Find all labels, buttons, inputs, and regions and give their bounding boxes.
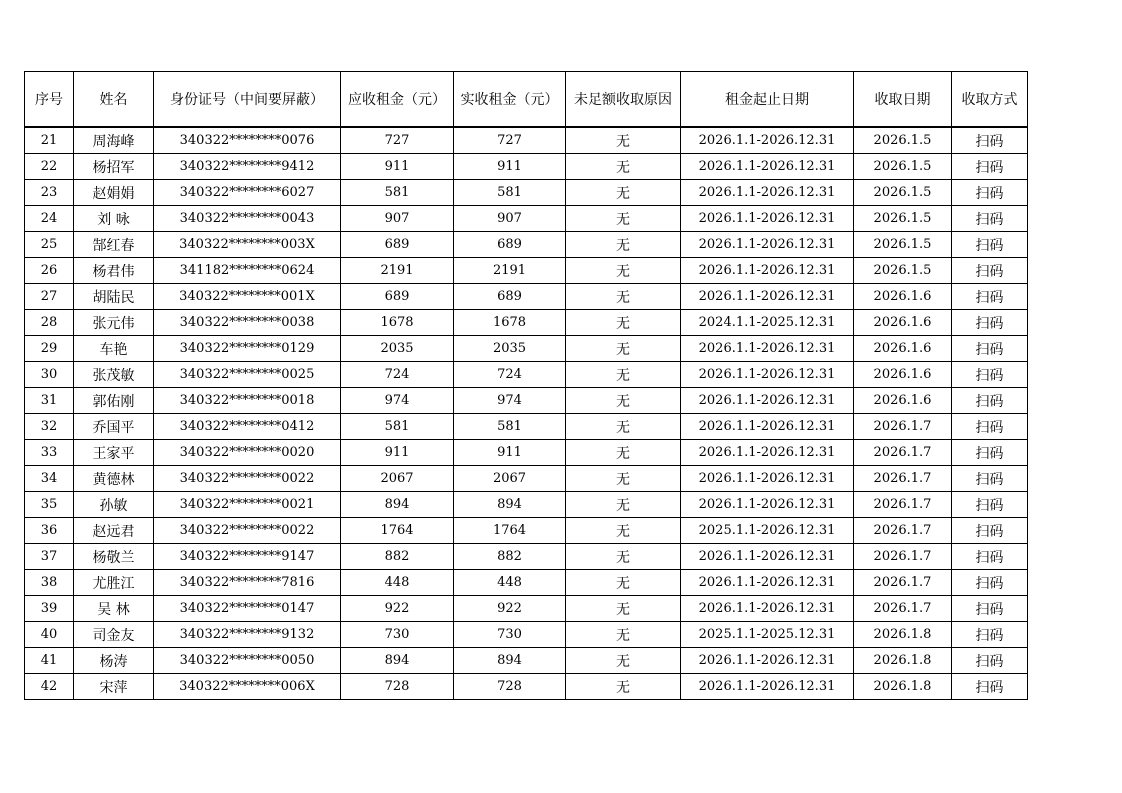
rent-paid-cell: 448	[454, 570, 566, 596]
shortfall-reason-cell: 无	[566, 440, 681, 466]
name-cell: 宋萍	[74, 674, 154, 700]
id-number-cell: 340322********0022	[154, 466, 341, 492]
rent-paid-cell: 882	[454, 544, 566, 570]
rent-paid-cell: 581	[454, 414, 566, 440]
payment-method-cell: 扫码	[952, 466, 1028, 492]
payment-method-cell: 扫码	[952, 570, 1028, 596]
id-number-cell: 340322********0021	[154, 492, 341, 518]
payment-method-cell: 扫码	[952, 388, 1028, 414]
rent-period-cell: 2026.1.1-2026.12.31	[681, 362, 854, 388]
payment-method-cell: 扫码	[952, 414, 1028, 440]
collection-date-cell: 2026.1.8	[854, 648, 952, 674]
rent-due-cell: 2035	[341, 336, 454, 362]
rent-paid-cell: 2035	[454, 336, 566, 362]
name-cell: 杨君伟	[74, 258, 154, 284]
rent-paid-cell: 894	[454, 492, 566, 518]
rent-paid-cell: 907	[454, 206, 566, 232]
name-cell: 黄德林	[74, 466, 154, 492]
name-cell: 郭佑刚	[74, 388, 154, 414]
header-shortfall-reason: 未足额收取原因	[566, 72, 681, 128]
rent-period-cell: 2026.1.1-2026.12.31	[681, 596, 854, 622]
rent-due-cell: 689	[341, 284, 454, 310]
rent-due-cell: 724	[341, 362, 454, 388]
name-cell: 周海峰	[74, 127, 154, 154]
serial-no-cell: 22	[25, 154, 74, 180]
shortfall-reason-cell: 无	[566, 570, 681, 596]
rent-paid-cell: 1678	[454, 310, 566, 336]
shortfall-reason-cell: 无	[566, 648, 681, 674]
rent-due-cell: 727	[341, 127, 454, 154]
collection-date-cell: 2026.1.6	[854, 362, 952, 388]
collection-date-cell: 2026.1.6	[854, 310, 952, 336]
table-row	[25, 414, 1028, 440]
collection-date-cell: 2026.1.5	[854, 127, 952, 154]
id-number-cell: 340322********9147	[154, 544, 341, 570]
id-number-cell: 340322********9132	[154, 622, 341, 648]
table-row	[25, 648, 1028, 674]
name-cell: 胡陆民	[74, 284, 154, 310]
rent-paid-cell: 724	[454, 362, 566, 388]
serial-no-cell: 26	[25, 258, 74, 284]
collection-date-cell: 2026.1.7	[854, 570, 952, 596]
collection-date-cell: 2026.1.7	[854, 466, 952, 492]
serial-no-cell: 41	[25, 648, 74, 674]
rent-due-cell: 1764	[341, 518, 454, 544]
table-row	[25, 492, 1028, 518]
rent-period-cell: 2026.1.1-2026.12.31	[681, 336, 854, 362]
serial-no-cell: 35	[25, 492, 74, 518]
payment-method-cell: 扫码	[952, 648, 1028, 674]
serial-no-cell: 36	[25, 518, 74, 544]
shortfall-reason-cell: 无	[566, 466, 681, 492]
rent-period-cell: 2024.1.1-2025.12.31	[681, 310, 854, 336]
payment-method-cell: 扫码	[952, 596, 1028, 622]
shortfall-reason-cell: 无	[566, 127, 681, 154]
rent-paid-cell: 730	[454, 622, 566, 648]
rent-due-cell: 882	[341, 544, 454, 570]
name-cell: 王家平	[74, 440, 154, 466]
id-number-cell: 340322********6027	[154, 180, 341, 206]
rent-due-cell: 581	[341, 180, 454, 206]
collection-date-cell: 2026.1.8	[854, 622, 952, 648]
rent-due-cell: 911	[341, 154, 454, 180]
serial-no-cell: 24	[25, 206, 74, 232]
serial-no-cell: 25	[25, 232, 74, 258]
collection-date-cell: 2026.1.5	[854, 180, 952, 206]
rent-paid-cell: 2067	[454, 466, 566, 492]
shortfall-reason-cell: 无	[566, 674, 681, 700]
serial-no-cell: 39	[25, 596, 74, 622]
shortfall-reason-cell: 无	[566, 544, 681, 570]
name-cell: 张元伟	[74, 310, 154, 336]
rent-paid-cell: 728	[454, 674, 566, 700]
payment-method-cell: 扫码	[952, 492, 1028, 518]
serial-no-cell: 33	[25, 440, 74, 466]
rent-paid-cell: 911	[454, 440, 566, 466]
collection-date-cell: 2026.1.5	[854, 232, 952, 258]
id-number-cell: 340322********0147	[154, 596, 341, 622]
header-payment-method: 收取方式	[952, 72, 1028, 128]
table-row	[25, 518, 1028, 544]
table-row	[25, 310, 1028, 336]
serial-no-cell: 38	[25, 570, 74, 596]
id-number-cell: 340322********0025	[154, 362, 341, 388]
rent-period-cell: 2026.1.1-2026.12.31	[681, 258, 854, 284]
header-rent-period: 租金起止日期	[681, 72, 854, 128]
rent-due-cell: 922	[341, 596, 454, 622]
shortfall-reason-cell: 无	[566, 492, 681, 518]
rent-period-cell: 2026.1.1-2026.12.31	[681, 414, 854, 440]
collection-date-cell: 2026.1.7	[854, 518, 952, 544]
table-row	[25, 154, 1028, 180]
rent-period-cell: 2025.1.1-2025.12.31	[681, 622, 854, 648]
serial-no-cell: 32	[25, 414, 74, 440]
table-row	[25, 622, 1028, 648]
serial-no-cell: 42	[25, 674, 74, 700]
name-cell: 孙敏	[74, 492, 154, 518]
rent-period-cell: 2026.1.1-2026.12.31	[681, 492, 854, 518]
id-number-cell: 340322********0412	[154, 414, 341, 440]
rent-period-cell: 2026.1.1-2026.12.31	[681, 284, 854, 310]
rent-due-cell: 974	[341, 388, 454, 414]
rent-period-cell: 2026.1.1-2026.12.31	[681, 232, 854, 258]
table-row	[25, 440, 1028, 466]
id-number-cell: 340322********0076	[154, 127, 341, 154]
rent-period-cell: 2026.1.1-2026.12.31	[681, 440, 854, 466]
rent-paid-cell: 894	[454, 648, 566, 674]
table-row	[25, 336, 1028, 362]
rent-due-cell: 2067	[341, 466, 454, 492]
id-number-cell: 341182********0624	[154, 258, 341, 284]
name-cell: 杨涛	[74, 648, 154, 674]
rent-period-cell: 2026.1.1-2026.12.31	[681, 180, 854, 206]
shortfall-reason-cell: 无	[566, 596, 681, 622]
rent-paid-cell: 911	[454, 154, 566, 180]
table-row	[25, 232, 1028, 258]
collection-date-cell: 2026.1.7	[854, 414, 952, 440]
collection-date-cell: 2026.1.7	[854, 440, 952, 466]
payment-method-cell: 扫码	[952, 206, 1028, 232]
id-number-cell: 340322********0050	[154, 648, 341, 674]
header-rent-paid: 实收租金（元）	[454, 72, 566, 128]
collection-date-cell: 2026.1.7	[854, 596, 952, 622]
header-collection-date: 收取日期	[854, 72, 952, 128]
name-cell: 尤胜江	[74, 570, 154, 596]
id-number-cell: 340322********9412	[154, 154, 341, 180]
shortfall-reason-cell: 无	[566, 622, 681, 648]
rent-due-cell: 911	[341, 440, 454, 466]
collection-date-cell: 2026.1.8	[854, 674, 952, 700]
rent-paid-cell: 974	[454, 388, 566, 414]
payment-method-cell: 扫码	[952, 284, 1028, 310]
rent-period-cell: 2026.1.1-2026.12.31	[681, 466, 854, 492]
rent-period-cell: 2026.1.1-2026.12.31	[681, 206, 854, 232]
rent-due-cell: 689	[341, 232, 454, 258]
payment-method-cell: 扫码	[952, 362, 1028, 388]
shortfall-reason-cell: 无	[566, 362, 681, 388]
rent-period-cell: 2026.1.1-2026.12.31	[681, 544, 854, 570]
rent-paid-cell: 1764	[454, 518, 566, 544]
table-row	[25, 466, 1028, 492]
table-header-row	[25, 72, 1028, 128]
table-row	[25, 362, 1028, 388]
table-row	[25, 258, 1028, 284]
rent-period-cell: 2026.1.1-2026.12.31	[681, 154, 854, 180]
rent-paid-cell: 2191	[454, 258, 566, 284]
payment-method-cell: 扫码	[952, 232, 1028, 258]
rent-period-cell: 2025.1.1-2026.12.31	[681, 518, 854, 544]
table-row	[25, 544, 1028, 570]
name-cell: 刘 咏	[74, 206, 154, 232]
table-row	[25, 284, 1028, 310]
table-row	[25, 206, 1028, 232]
name-cell: 乔国平	[74, 414, 154, 440]
shortfall-reason-cell: 无	[566, 388, 681, 414]
table-row	[25, 570, 1028, 596]
name-cell: 赵娟娟	[74, 180, 154, 206]
rent-period-cell: 2026.1.1-2026.12.31	[681, 674, 854, 700]
table-row	[25, 127, 1028, 154]
payment-method-cell: 扫码	[952, 622, 1028, 648]
serial-no-cell: 29	[25, 336, 74, 362]
collection-date-cell: 2026.1.6	[854, 284, 952, 310]
header-name: 姓名	[74, 72, 154, 128]
id-number-cell: 340322********0018	[154, 388, 341, 414]
payment-method-cell: 扫码	[952, 127, 1028, 154]
rent-due-cell: 581	[341, 414, 454, 440]
collection-date-cell: 2026.1.5	[854, 206, 952, 232]
serial-no-cell: 28	[25, 310, 74, 336]
rent-period-cell: 2026.1.1-2026.12.31	[681, 648, 854, 674]
serial-no-cell: 40	[25, 622, 74, 648]
header-id-number: 身份证号（中间要屏蔽）	[154, 72, 341, 128]
collection-date-cell: 2026.1.6	[854, 336, 952, 362]
shortfall-reason-cell: 无	[566, 414, 681, 440]
payment-method-cell: 扫码	[952, 518, 1028, 544]
shortfall-reason-cell: 无	[566, 154, 681, 180]
id-number-cell: 340322********001X	[154, 284, 341, 310]
collection-date-cell: 2026.1.6	[854, 388, 952, 414]
rent-due-cell: 907	[341, 206, 454, 232]
id-number-cell: 340322********006X	[154, 674, 341, 700]
table-row	[25, 180, 1028, 206]
rent-period-cell: 2026.1.1-2026.12.31	[681, 388, 854, 414]
serial-no-cell: 30	[25, 362, 74, 388]
shortfall-reason-cell: 无	[566, 518, 681, 544]
rent-paid-cell: 727	[454, 127, 566, 154]
name-cell: 吴 林	[74, 596, 154, 622]
payment-method-cell: 扫码	[952, 544, 1028, 570]
shortfall-reason-cell: 无	[566, 180, 681, 206]
name-cell: 赵远君	[74, 518, 154, 544]
header-rent-due: 应收租金（元）	[341, 72, 454, 128]
collection-date-cell: 2026.1.5	[854, 154, 952, 180]
serial-no-cell: 34	[25, 466, 74, 492]
rent-paid-cell: 922	[454, 596, 566, 622]
payment-method-cell: 扫码	[952, 440, 1028, 466]
header-serial-no: 序号	[25, 72, 74, 128]
rent-due-cell: 1678	[341, 310, 454, 336]
name-cell: 杨敬兰	[74, 544, 154, 570]
id-number-cell: 340322********003X	[154, 232, 341, 258]
payment-method-cell: 扫码	[952, 336, 1028, 362]
payment-method-cell: 扫码	[952, 258, 1028, 284]
payment-method-cell: 扫码	[952, 180, 1028, 206]
collection-date-cell: 2026.1.7	[854, 492, 952, 518]
shortfall-reason-cell: 无	[566, 258, 681, 284]
serial-no-cell: 37	[25, 544, 74, 570]
name-cell: 杨招军	[74, 154, 154, 180]
payment-method-cell: 扫码	[952, 674, 1028, 700]
rent-due-cell: 2191	[341, 258, 454, 284]
rent-due-cell: 728	[341, 674, 454, 700]
rent-due-cell: 894	[341, 648, 454, 674]
rent-paid-cell: 581	[454, 180, 566, 206]
rent-due-cell: 894	[341, 492, 454, 518]
shortfall-reason-cell: 无	[566, 336, 681, 362]
rent-period-cell: 2026.1.1-2026.12.31	[681, 127, 854, 154]
id-number-cell: 340322********0022	[154, 518, 341, 544]
id-number-cell: 340322********7816	[154, 570, 341, 596]
rent-paid-cell: 689	[454, 232, 566, 258]
payment-method-cell: 扫码	[952, 154, 1028, 180]
table-row	[25, 674, 1028, 700]
serial-no-cell: 31	[25, 388, 74, 414]
payment-method-cell: 扫码	[952, 310, 1028, 336]
serial-no-cell: 27	[25, 284, 74, 310]
rent-collection-table	[24, 71, 1028, 700]
shortfall-reason-cell: 无	[566, 284, 681, 310]
id-number-cell: 340322********0038	[154, 310, 341, 336]
name-cell: 张茂敏	[74, 362, 154, 388]
collection-date-cell: 2026.1.5	[854, 258, 952, 284]
serial-no-cell: 21	[25, 127, 74, 154]
rent-period-cell: 2026.1.1-2026.12.31	[681, 570, 854, 596]
rent-paid-cell: 689	[454, 284, 566, 310]
rent-due-cell: 730	[341, 622, 454, 648]
shortfall-reason-cell: 无	[566, 206, 681, 232]
rent-due-cell: 448	[341, 570, 454, 596]
name-cell: 郜红春	[74, 232, 154, 258]
shortfall-reason-cell: 无	[566, 232, 681, 258]
serial-no-cell: 23	[25, 180, 74, 206]
name-cell: 车艳	[74, 336, 154, 362]
table-row	[25, 388, 1028, 414]
name-cell: 司金友	[74, 622, 154, 648]
collection-date-cell: 2026.1.7	[854, 544, 952, 570]
id-number-cell: 340322********0129	[154, 336, 341, 362]
id-number-cell: 340322********0043	[154, 206, 341, 232]
table-row	[25, 596, 1028, 622]
shortfall-reason-cell: 无	[566, 310, 681, 336]
id-number-cell: 340322********0020	[154, 440, 341, 466]
